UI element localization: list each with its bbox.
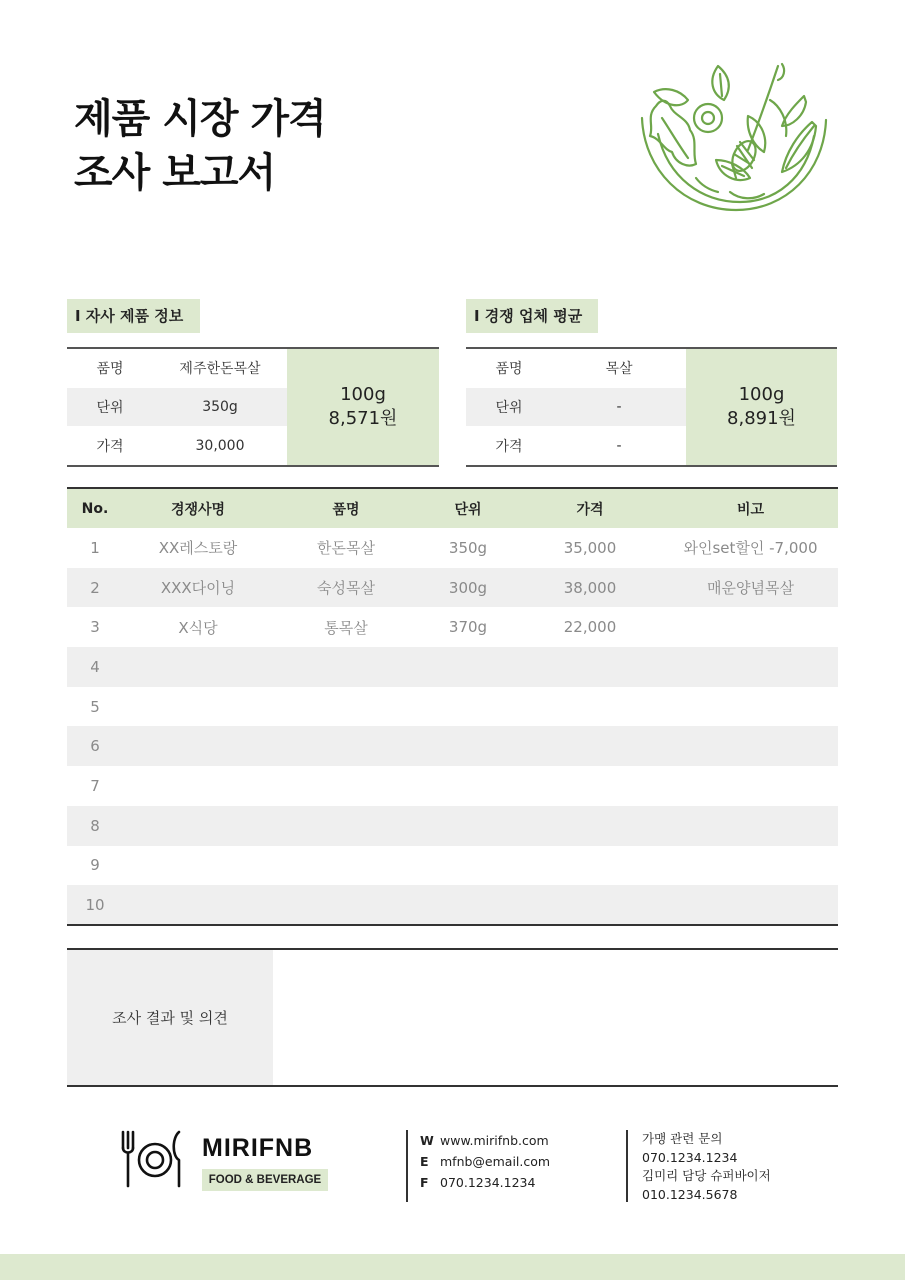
row-unit-cell: 300g bbox=[419, 568, 517, 608]
row-note-cell bbox=[663, 687, 838, 727]
row-price-cell bbox=[517, 806, 663, 846]
row-note-cell bbox=[663, 766, 838, 806]
inquiry-mobile: 010.1234.5678 bbox=[642, 1186, 738, 1202]
table-row bbox=[67, 885, 838, 925]
row-no-cell: 9 bbox=[90, 856, 100, 875]
row-price-cell: 35,000 bbox=[563, 538, 617, 557]
row-no-cell: 1 bbox=[90, 538, 100, 557]
own-row-price bbox=[67, 426, 287, 465]
own-row-value: 350g bbox=[202, 399, 238, 416]
row-company-cell bbox=[123, 647, 273, 687]
row-price-cell bbox=[517, 726, 663, 766]
row-price-cell: 38,000 bbox=[517, 568, 663, 608]
col-no-header: No. bbox=[67, 488, 123, 528]
row-note-cell bbox=[663, 607, 838, 647]
row-unit-cell bbox=[419, 647, 517, 687]
col-note-header: 비고 bbox=[663, 488, 838, 528]
row-note-cell bbox=[663, 647, 838, 687]
table-row bbox=[67, 687, 838, 727]
own-summary-price: 8,571원 bbox=[328, 408, 398, 429]
row-no-cell: 8 bbox=[67, 806, 123, 846]
own-row-label: 품명 bbox=[96, 361, 124, 378]
row-unit-cell bbox=[419, 687, 517, 727]
competitor-rows bbox=[466, 349, 686, 465]
table-row bbox=[67, 846, 838, 886]
table-row bbox=[67, 647, 838, 687]
row-company-cell bbox=[123, 766, 273, 806]
table-row bbox=[67, 568, 838, 608]
opinion-label: 조사 결과 및 의견 bbox=[67, 950, 273, 1085]
comp-row-label: 품명 bbox=[495, 361, 523, 378]
row-item-cell bbox=[273, 806, 419, 846]
competitor-average-info-box bbox=[466, 347, 837, 467]
own-row-value: 제주한돈목살 bbox=[179, 361, 261, 378]
comp-row-unit bbox=[466, 388, 686, 427]
contact-key: E bbox=[420, 1154, 429, 1169]
table-row bbox=[67, 806, 838, 846]
row-no-cell: 7 bbox=[90, 776, 100, 795]
competitor-average-heading: I 경쟁 업체 평균 bbox=[466, 299, 598, 333]
footer-band bbox=[0, 1254, 905, 1280]
own-product-rows bbox=[67, 349, 287, 465]
comp-row-price bbox=[466, 426, 686, 465]
row-note-cell: 매운양념목살 bbox=[663, 568, 838, 608]
row-item-cell bbox=[273, 647, 419, 687]
inquiry-phone: 070.1234.1234 bbox=[642, 1149, 738, 1165]
own-per-100g-summary bbox=[287, 349, 439, 465]
plate-cutlery-icon bbox=[118, 1128, 188, 1190]
row-item-cell: 한돈목살 bbox=[317, 539, 375, 558]
own-product-heading: I 자사 제품 정보 bbox=[67, 299, 200, 333]
row-note-cell bbox=[663, 806, 838, 846]
title-line-1: 제품 시장 가격 bbox=[74, 96, 326, 142]
row-price-cell bbox=[517, 647, 663, 687]
row-company-cell: XXX다이닝 bbox=[123, 568, 273, 608]
row-no-cell: 6 bbox=[67, 726, 123, 766]
inquiry-title: 가맹 관련 문의 bbox=[642, 1131, 723, 1146]
title-line-2: 조사 보고서 bbox=[74, 150, 276, 196]
col-price-header: 가격 bbox=[517, 488, 663, 528]
row-company-cell: X식당 bbox=[178, 618, 218, 637]
brand-name: MIRIFNB bbox=[202, 1134, 314, 1162]
row-note-cell bbox=[663, 885, 838, 925]
row-company-cell bbox=[123, 726, 273, 766]
row-company-cell bbox=[123, 885, 273, 925]
competitor-price-table bbox=[67, 487, 838, 926]
comp-row-value: - bbox=[616, 437, 622, 454]
contact-fax: 070.1234.1234 bbox=[440, 1175, 536, 1190]
col-item-header: 품명 bbox=[273, 488, 419, 528]
row-unit-cell bbox=[419, 885, 517, 925]
row-no-cell: 5 bbox=[90, 697, 100, 716]
table-row bbox=[67, 528, 838, 568]
own-row-label: 단위 bbox=[96, 400, 124, 417]
contact-fax-row bbox=[420, 1172, 550, 1193]
opinion-content[interactable] bbox=[273, 950, 838, 1085]
row-note-cell: 와인set할인 -7,000 bbox=[683, 539, 818, 558]
row-unit-cell bbox=[419, 846, 517, 886]
row-company-cell bbox=[123, 687, 273, 727]
row-item-cell: 통목살 bbox=[324, 618, 368, 637]
row-price-cell bbox=[517, 766, 663, 806]
row-item-cell bbox=[273, 687, 419, 727]
comp-row-value: 목살 bbox=[605, 361, 633, 378]
row-item-cell bbox=[273, 766, 419, 806]
row-price-cell: 22,000 bbox=[563, 618, 617, 637]
table-row bbox=[67, 607, 838, 647]
own-product-info-box bbox=[67, 347, 439, 467]
contact-key: W bbox=[420, 1133, 434, 1148]
table-row bbox=[67, 726, 838, 766]
comp-row-value: - bbox=[616, 399, 622, 416]
contact-web-row bbox=[420, 1130, 550, 1151]
own-row-unit bbox=[67, 388, 287, 427]
row-item-cell bbox=[273, 846, 419, 886]
contact-email[interactable]: mfnb@email.com bbox=[440, 1154, 551, 1169]
brand-tagline: FOOD & BEVERAGE bbox=[202, 1169, 328, 1191]
row-unit-cell bbox=[419, 766, 517, 806]
page-title bbox=[74, 92, 326, 200]
row-company-cell bbox=[123, 846, 273, 886]
table-body bbox=[67, 528, 838, 925]
comp-summary-unit: 100g bbox=[738, 384, 785, 405]
row-company-cell: XX레스토랑 bbox=[158, 539, 238, 558]
row-price-cell bbox=[517, 687, 663, 727]
franchise-inquiry bbox=[626, 1130, 771, 1202]
own-row-name bbox=[67, 349, 287, 388]
row-no-cell: 4 bbox=[67, 647, 123, 687]
row-company-cell bbox=[123, 806, 273, 846]
col-unit-header: 단위 bbox=[419, 488, 517, 528]
own-summary-unit: 100g bbox=[340, 384, 386, 405]
comp-row-label: 단위 bbox=[495, 400, 523, 417]
competitor-per-100g-summary bbox=[686, 349, 837, 465]
contact-key: F bbox=[420, 1175, 429, 1190]
row-item-cell bbox=[273, 726, 419, 766]
brand-logo bbox=[118, 1128, 348, 1200]
row-note-cell bbox=[663, 726, 838, 766]
row-unit-cell: 370g bbox=[448, 618, 488, 637]
col-company-header: 경쟁사명 bbox=[123, 488, 273, 528]
contact-email-row bbox=[420, 1151, 550, 1172]
row-no-cell: 3 bbox=[90, 618, 100, 637]
row-price-cell bbox=[517, 885, 663, 925]
table-header-row bbox=[67, 488, 838, 528]
row-unit-cell bbox=[419, 726, 517, 766]
row-no-cell: 10 bbox=[67, 885, 123, 925]
table-row bbox=[67, 766, 838, 806]
row-item-cell bbox=[273, 885, 419, 925]
row-note-cell bbox=[663, 846, 838, 886]
comp-row-name bbox=[466, 349, 686, 388]
opinion-section bbox=[67, 948, 838, 1087]
own-row-label: 가격 bbox=[96, 438, 124, 455]
contact-website[interactable]: www.mirifnb.com bbox=[440, 1133, 549, 1148]
own-row-value: 30,000 bbox=[195, 437, 245, 454]
row-item-cell: 숙성목살 bbox=[273, 568, 419, 608]
comp-row-label: 가격 bbox=[495, 438, 523, 455]
row-unit-cell bbox=[419, 806, 517, 846]
row-no-cell: 2 bbox=[67, 568, 123, 608]
salad-bowl-icon bbox=[636, 60, 832, 216]
inquiry-contact-person: 김미리 담당 슈퍼바이저 bbox=[642, 1168, 771, 1183]
row-unit-cell: 350g bbox=[448, 538, 488, 557]
comp-summary-price: 8,891원 bbox=[727, 408, 796, 429]
contact-info bbox=[406, 1130, 550, 1202]
row-price-cell bbox=[517, 846, 663, 886]
